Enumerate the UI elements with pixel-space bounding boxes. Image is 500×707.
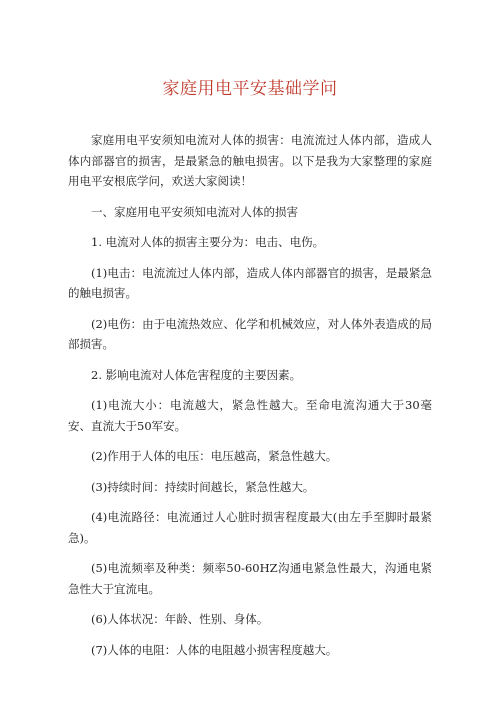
paragraph-frequency: (5)电流频率及种类：频率50-60HZ沟通电紧急性最大，沟通电紧急性大于宜流电。 [68,561,432,596]
paragraph-current-size: (1)电流大小：电流越大，紧急性越大。至命电流沟通大于30毫安、直流大于50军安。 [68,398,432,433]
document-title: 家庭用电平安基础学问 [162,79,338,99]
paragraph-voltage: (2)作用于人体的电压：电压越高，紧急性越大。 [91,449,338,463]
document-body [68,130,432,660]
paragraph-intro: 家庭用电平安须知电流对人体的损害：电流流过人体内部，造成人体内部器官的损害，是最紧急的触电损害。以下是我为大家整理的家庭用电平安根底学问，欢送大家阅读！ [68,133,432,188]
paragraph-item-1: 1. 电流对人体的损害主要分为：电击、电伤。 [91,235,325,249]
paragraph-body-condition: (6)人体状况：年龄、性别、身体。 [91,612,269,626]
paragraph-electric-shock: (1)电击：电流流过人体内部，造成人体内部器官的损害，是最紧急的触电损害。 [68,265,432,300]
paragraph-body-resistance: (7)人体的电阻：人体的电阻越小损害程度越大。 [91,642,338,657]
paragraph-current-path: (4)电流路径：电流通过人心脏时损害程度最大(由左手至脚时最紧急)。 [68,510,432,545]
paragraph-electric-burn: (2)电伤：由于电流热效应、化学和机械效应，对人体外表造成的局部损害。 [68,316,432,351]
paragraph-item-2: 2. 影响电流对人体危害程度的主要因素。 [91,367,302,382]
paragraph-duration: (3)持续时间：持续时间越长，紧急性越大。 [91,479,315,494]
section-heading-1: 一、家庭用电平安须知电流对人体的损害 [91,204,298,219]
